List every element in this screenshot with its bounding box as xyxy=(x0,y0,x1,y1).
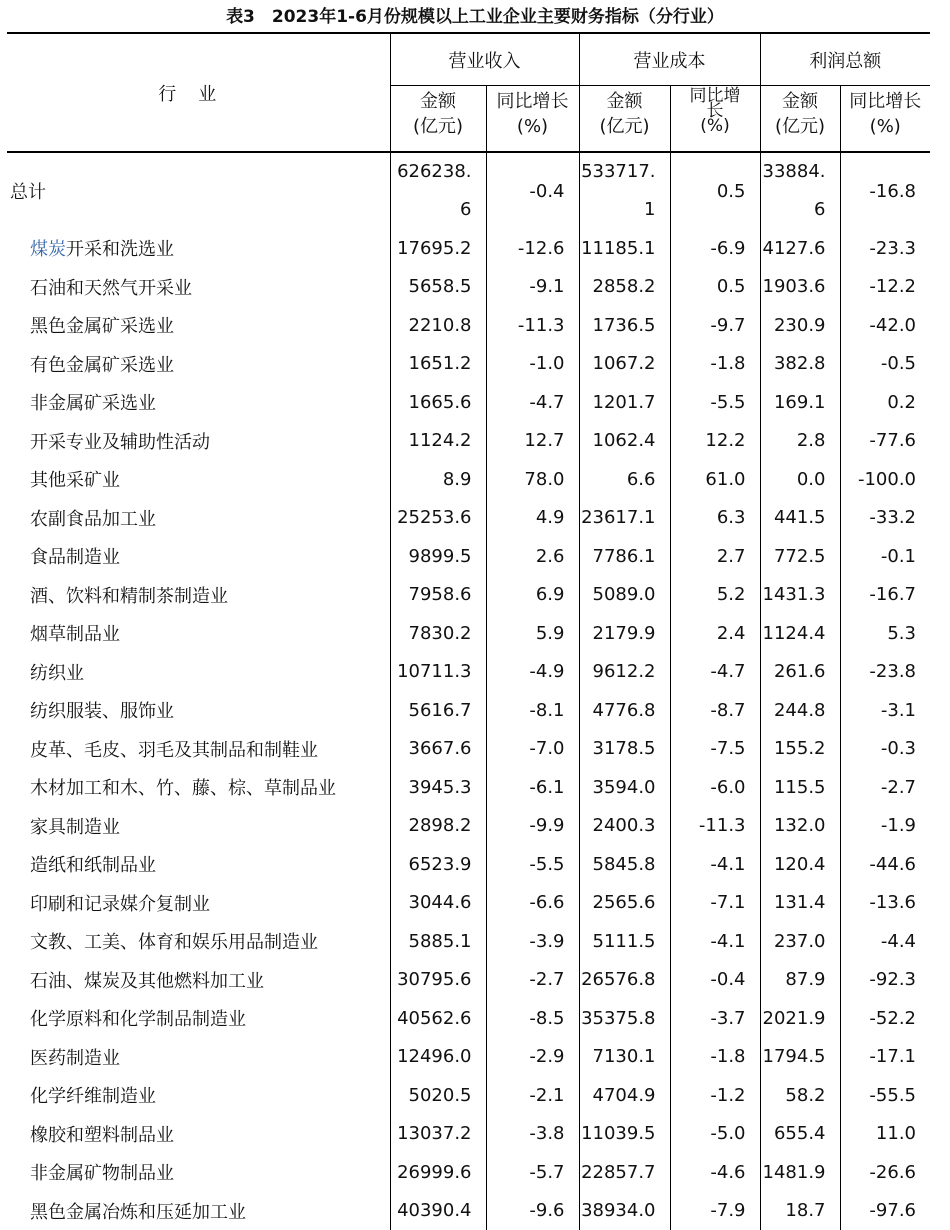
total-cost-growth: 0.5 xyxy=(670,152,760,229)
profit-growth-cell: -44.6 xyxy=(840,845,930,884)
profit-cell: 120.4 xyxy=(760,845,840,884)
profit-growth-cell: 0.2 xyxy=(840,383,930,422)
cost-growth-cell: -8.7 xyxy=(670,691,760,730)
cost-growth-header: 同比增长 (%) xyxy=(670,86,760,153)
table-row xyxy=(7,1038,930,1077)
profit-cell: 230.9 xyxy=(760,306,840,345)
profit-cell: 58.2 xyxy=(760,1076,840,1115)
revenue-growth-cell: -5.5 xyxy=(486,845,579,884)
profit-cell: 4127.6 xyxy=(760,229,840,268)
revenue-cell: 30795.6 xyxy=(390,961,486,1000)
profit-cell: 2.8 xyxy=(760,422,840,461)
cost-cell: 3594.0 xyxy=(579,768,670,807)
revenue-cell: 10711.3 xyxy=(390,653,486,692)
revenue-cell: 26999.6 xyxy=(390,1153,486,1192)
cost-growth-cell: -5.0 xyxy=(670,1115,760,1154)
table-row xyxy=(7,1153,930,1192)
profit-growth-cell: -0.1 xyxy=(840,537,930,576)
revenue-cell: 5658.5 xyxy=(390,268,486,307)
cost-growth-cell: -5.5 xyxy=(670,383,760,422)
cost-growth-cell: -4.1 xyxy=(670,845,760,884)
cost-cell: 26576.8 xyxy=(579,961,670,1000)
profit-growth-cell: -16.7 xyxy=(840,576,930,615)
profit-cell: 382.8 xyxy=(760,345,840,384)
table-row xyxy=(7,229,930,268)
industry-name: 烟草制品业 xyxy=(7,614,390,653)
revenue-growth-cell: -6.1 xyxy=(486,768,579,807)
revenue-growth-cell: -1.0 xyxy=(486,345,579,384)
profit-cell: 261.6 xyxy=(760,653,840,692)
table-row xyxy=(7,730,930,769)
revenue-growth-cell: -4.9 xyxy=(486,653,579,692)
table-row xyxy=(7,884,930,923)
profit-growth-cell: -23.8 xyxy=(840,653,930,692)
profit-cell: 87.9 xyxy=(760,961,840,1000)
industry-name: 食品制造业 xyxy=(7,537,390,576)
profit-cell: 655.4 xyxy=(760,1115,840,1154)
profit-cell: 131.4 xyxy=(760,884,840,923)
profit-growth-cell: -23.3 xyxy=(840,229,930,268)
revenue-growth-cell: -6.6 xyxy=(486,884,579,923)
profit-growth-cell: -13.6 xyxy=(840,884,930,923)
revenue-growth-cell: 78.0 xyxy=(486,460,579,499)
industry-name: 纺织服装、服饰业 xyxy=(7,691,390,730)
table-row xyxy=(7,768,930,807)
revenue-cell: 2898.2 xyxy=(390,807,486,846)
industry-name: 化学纤维制造业 xyxy=(7,1076,390,1115)
total-revenue: 626238. 6 xyxy=(390,152,486,229)
profit-cell: 115.5 xyxy=(760,768,840,807)
revenue-growth-cell: -2.7 xyxy=(486,961,579,1000)
revenue-cell: 8.9 xyxy=(390,460,486,499)
profit-growth-cell: -55.5 xyxy=(840,1076,930,1115)
profit-cell: 244.8 xyxy=(760,691,840,730)
revenue-growth-cell: -9.6 xyxy=(486,1192,579,1230)
cost-cell: 35375.8 xyxy=(579,999,670,1038)
profit-growth-cell: -42.0 xyxy=(840,306,930,345)
cost-growth-cell: 61.0 xyxy=(670,460,760,499)
revenue-cell: 5616.7 xyxy=(390,691,486,730)
table-row xyxy=(7,345,930,384)
revenue-cell: 1665.6 xyxy=(390,383,486,422)
profit-cell: 1794.5 xyxy=(760,1038,840,1077)
revenue-header: 营业收入 xyxy=(390,33,579,86)
table-row xyxy=(7,999,930,1038)
total-profit: 33884. 6 xyxy=(760,152,840,229)
revenue-growth-cell: -12.6 xyxy=(486,229,579,268)
revenue-amount-header: 金额 (亿元) xyxy=(390,86,486,153)
cost-growth-cell: -7.9 xyxy=(670,1192,760,1230)
industry-name: 黑色金属矿采选业 xyxy=(7,306,390,345)
cost-growth-cell: -7.1 xyxy=(670,884,760,923)
cost-growth-cell: -0.4 xyxy=(670,961,760,1000)
cost-cell: 2858.2 xyxy=(579,268,670,307)
industry-name: 煤炭开采和洗选业 xyxy=(7,229,390,268)
revenue-cell: 3945.3 xyxy=(390,768,486,807)
revenue-cell: 2210.8 xyxy=(390,306,486,345)
industry-name: 有色金属矿采选业 xyxy=(7,345,390,384)
industry-name: 印刷和记录媒介复制业 xyxy=(7,884,390,923)
cost-cell: 5111.5 xyxy=(579,922,670,961)
revenue-growth-cell: -11.3 xyxy=(486,306,579,345)
revenue-cell: 17695.2 xyxy=(390,229,486,268)
industry-name: 农副食品加工业 xyxy=(7,499,390,538)
industry-name: 化学原料和化学制品制造业 xyxy=(7,999,390,1038)
profit-cell: 169.1 xyxy=(760,383,840,422)
cost-growth-cell: -6.9 xyxy=(670,229,760,268)
table-row xyxy=(7,922,930,961)
profit-growth-cell: -0.5 xyxy=(840,345,930,384)
revenue-cell: 9899.5 xyxy=(390,537,486,576)
profit-growth-cell: -33.2 xyxy=(840,499,930,538)
profit-growth-cell: 11.0 xyxy=(840,1115,930,1154)
cost-growth-cell: -11.3 xyxy=(670,807,760,846)
cost-amount-header: 金额 (亿元) xyxy=(579,86,670,153)
cost-growth-cell: -7.5 xyxy=(670,730,760,769)
industry-name: 橡胶和塑料制品业 xyxy=(7,1115,390,1154)
profit-growth-cell: -4.4 xyxy=(840,922,930,961)
profit-cell: 1124.4 xyxy=(760,614,840,653)
cost-cell: 1201.7 xyxy=(579,383,670,422)
industry-name: 黑色金属冶炼和压延加工业 xyxy=(7,1192,390,1230)
profit-growth-cell: -52.2 xyxy=(840,999,930,1038)
cost-growth-cell: -1.2 xyxy=(670,1076,760,1115)
revenue-growth-cell: -2.1 xyxy=(486,1076,579,1115)
table-row xyxy=(7,383,930,422)
table-row xyxy=(7,422,930,461)
table-row xyxy=(7,845,930,884)
cost-growth-cell: -9.7 xyxy=(670,306,760,345)
profit-cell: 1481.9 xyxy=(760,1153,840,1192)
table-row xyxy=(7,576,930,615)
cost-growth-cell: -1.8 xyxy=(670,345,760,384)
total-row xyxy=(7,152,930,229)
cost-cell: 6.6 xyxy=(579,460,670,499)
profit-cell: 1903.6 xyxy=(760,268,840,307)
industry-name: 开采专业及辅助性活动 xyxy=(7,422,390,461)
table-row xyxy=(7,1115,930,1154)
table-title: 表3 2023年1-6月份规模以上工业企业主要财务指标（分行业） xyxy=(0,2,950,27)
profit-cell: 772.5 xyxy=(760,537,840,576)
revenue-cell: 25253.6 xyxy=(390,499,486,538)
industry-name: 文教、工美、体育和娱乐用品制造业 xyxy=(7,922,390,961)
cost-cell: 11185.1 xyxy=(579,229,670,268)
revenue-cell: 12496.0 xyxy=(390,1038,486,1077)
cost-cell: 2565.6 xyxy=(579,884,670,923)
cost-cell: 9612.2 xyxy=(579,653,670,692)
profit-growth-cell: -12.2 xyxy=(840,268,930,307)
profit-growth-cell: -77.6 xyxy=(840,422,930,461)
revenue-growth-cell: -9.1 xyxy=(486,268,579,307)
cost-growth-cell: -1.8 xyxy=(670,1038,760,1077)
cost-cell: 1067.2 xyxy=(579,345,670,384)
cost-cell: 7130.1 xyxy=(579,1038,670,1077)
total-profit-growth: -16.8 xyxy=(840,152,930,229)
revenue-growth-cell: 6.9 xyxy=(486,576,579,615)
industry-name: 非金属矿物制品业 xyxy=(7,1153,390,1192)
profit-cell: 155.2 xyxy=(760,730,840,769)
profit-cell: 132.0 xyxy=(760,807,840,846)
cost-cell: 5845.8 xyxy=(579,845,670,884)
industry-name: 家具制造业 xyxy=(7,807,390,846)
industry-name: 纺织业 xyxy=(7,653,390,692)
industry-name: 皮革、毛皮、羽毛及其制品和制鞋业 xyxy=(7,730,390,769)
cost-cell: 38934.0 xyxy=(579,1192,670,1230)
revenue-growth-cell: -3.9 xyxy=(486,922,579,961)
revenue-growth-cell: -7.0 xyxy=(486,730,579,769)
table-row xyxy=(7,614,930,653)
revenue-cell: 1651.2 xyxy=(390,345,486,384)
revenue-growth-cell: -3.8 xyxy=(486,1115,579,1154)
cost-growth-cell: 2.7 xyxy=(670,537,760,576)
table-row xyxy=(7,306,930,345)
industry-name: 石油和天然气开采业 xyxy=(7,268,390,307)
cost-cell: 4776.8 xyxy=(579,691,670,730)
revenue-cell: 5885.1 xyxy=(390,922,486,961)
profit-growth-cell: -2.7 xyxy=(840,768,930,807)
revenue-cell: 40390.4 xyxy=(390,1192,486,1230)
revenue-cell: 3667.6 xyxy=(390,730,486,769)
table-row xyxy=(7,691,930,730)
revenue-growth-cell: 5.9 xyxy=(486,614,579,653)
revenue-cell: 7958.6 xyxy=(390,576,486,615)
revenue-cell: 6523.9 xyxy=(390,845,486,884)
revenue-cell: 13037.2 xyxy=(390,1115,486,1154)
profit-growth-cell: -100.0 xyxy=(840,460,930,499)
revenue-growth-cell: 4.9 xyxy=(486,499,579,538)
cost-cell: 1062.4 xyxy=(579,422,670,461)
cost-cell: 22857.7 xyxy=(579,1153,670,1192)
profit-header: 利润总额 xyxy=(760,33,930,86)
cost-growth-cell: -3.7 xyxy=(670,999,760,1038)
profit-cell: 1431.3 xyxy=(760,576,840,615)
revenue-growth-cell: -8.5 xyxy=(486,999,579,1038)
industry-name: 医药制造业 xyxy=(7,1038,390,1077)
profit-cell: 237.0 xyxy=(760,922,840,961)
revenue-growth-cell: -9.9 xyxy=(486,807,579,846)
revenue-growth-cell: 12.7 xyxy=(486,422,579,461)
cost-cell: 2400.3 xyxy=(579,807,670,846)
revenue-growth-cell: -5.7 xyxy=(486,1153,579,1192)
cost-growth-cell: 0.5 xyxy=(670,268,760,307)
cost-header: 营业成本 xyxy=(579,33,760,86)
cost-cell: 23617.1 xyxy=(579,499,670,538)
revenue-growth-header: 同比增长 (%) xyxy=(486,86,579,153)
table-row xyxy=(7,1192,930,1230)
cost-growth-cell: 2.4 xyxy=(670,614,760,653)
revenue-growth-cell: -2.9 xyxy=(486,1038,579,1077)
cost-growth-cell: -6.0 xyxy=(670,768,760,807)
table-row xyxy=(7,268,930,307)
revenue-cell: 40562.6 xyxy=(390,999,486,1038)
cost-growth-cell: 5.2 xyxy=(670,576,760,615)
industry-name: 非金属矿采选业 xyxy=(7,383,390,422)
profit-amount-header: 金额 (亿元) xyxy=(760,86,840,153)
industry-header: 行业 xyxy=(7,33,390,152)
total-cost: 533717. 1 xyxy=(579,152,670,229)
revenue-cell: 7830.2 xyxy=(390,614,486,653)
profit-growth-cell: -26.6 xyxy=(840,1153,930,1192)
financial-indicators-table xyxy=(7,32,930,1230)
cost-cell: 4704.9 xyxy=(579,1076,670,1115)
industry-name: 其他采矿业 xyxy=(7,460,390,499)
revenue-growth-cell: 2.6 xyxy=(486,537,579,576)
cost-cell: 1736.5 xyxy=(579,306,670,345)
revenue-growth-cell: -8.1 xyxy=(486,691,579,730)
profit-cell: 441.5 xyxy=(760,499,840,538)
total-revenue-growth: -0.4 xyxy=(486,152,579,229)
profit-growth-cell: -0.3 xyxy=(840,730,930,769)
revenue-cell: 1124.2 xyxy=(390,422,486,461)
table-row xyxy=(7,653,930,692)
profit-growth-cell: -1.9 xyxy=(840,807,930,846)
cost-growth-cell: 6.3 xyxy=(670,499,760,538)
table-row xyxy=(7,961,930,1000)
profit-growth-cell: 5.3 xyxy=(840,614,930,653)
cost-growth-cell: -4.1 xyxy=(670,922,760,961)
revenue-growth-cell: -4.7 xyxy=(486,383,579,422)
cost-cell: 2179.9 xyxy=(579,614,670,653)
profit-growth-cell: -17.1 xyxy=(840,1038,930,1077)
table-row xyxy=(7,1076,930,1115)
cost-growth-cell: -4.7 xyxy=(670,653,760,692)
table-row xyxy=(7,537,930,576)
industry-name: 石油、煤炭及其他燃料加工业 xyxy=(7,961,390,1000)
profit-growth-cell: -97.6 xyxy=(840,1192,930,1230)
table-row xyxy=(7,499,930,538)
profit-cell: 18.7 xyxy=(760,1192,840,1230)
revenue-cell: 3044.6 xyxy=(390,884,486,923)
cost-cell: 3178.5 xyxy=(579,730,670,769)
industry-name: 酒、饮料和精制茶制造业 xyxy=(7,576,390,615)
table-row xyxy=(7,807,930,846)
table-row xyxy=(7,460,930,499)
cost-growth-cell: -4.6 xyxy=(670,1153,760,1192)
profit-growth-cell: -3.1 xyxy=(840,691,930,730)
total-label: 总计 xyxy=(7,152,390,229)
revenue-cell: 5020.5 xyxy=(390,1076,486,1115)
profit-growth-header: 同比增长 (%) xyxy=(840,86,930,153)
cost-growth-cell: 12.2 xyxy=(670,422,760,461)
cost-cell: 7786.1 xyxy=(579,537,670,576)
cost-cell: 11039.5 xyxy=(579,1115,670,1154)
profit-cell: 0.0 xyxy=(760,460,840,499)
industry-name: 造纸和纸制品业 xyxy=(7,845,390,884)
profit-cell: 2021.9 xyxy=(760,999,840,1038)
industry-name: 木材加工和木、竹、藤、棕、草制品业 xyxy=(7,768,390,807)
profit-growth-cell: -92.3 xyxy=(840,961,930,1000)
cost-cell: 5089.0 xyxy=(579,576,670,615)
